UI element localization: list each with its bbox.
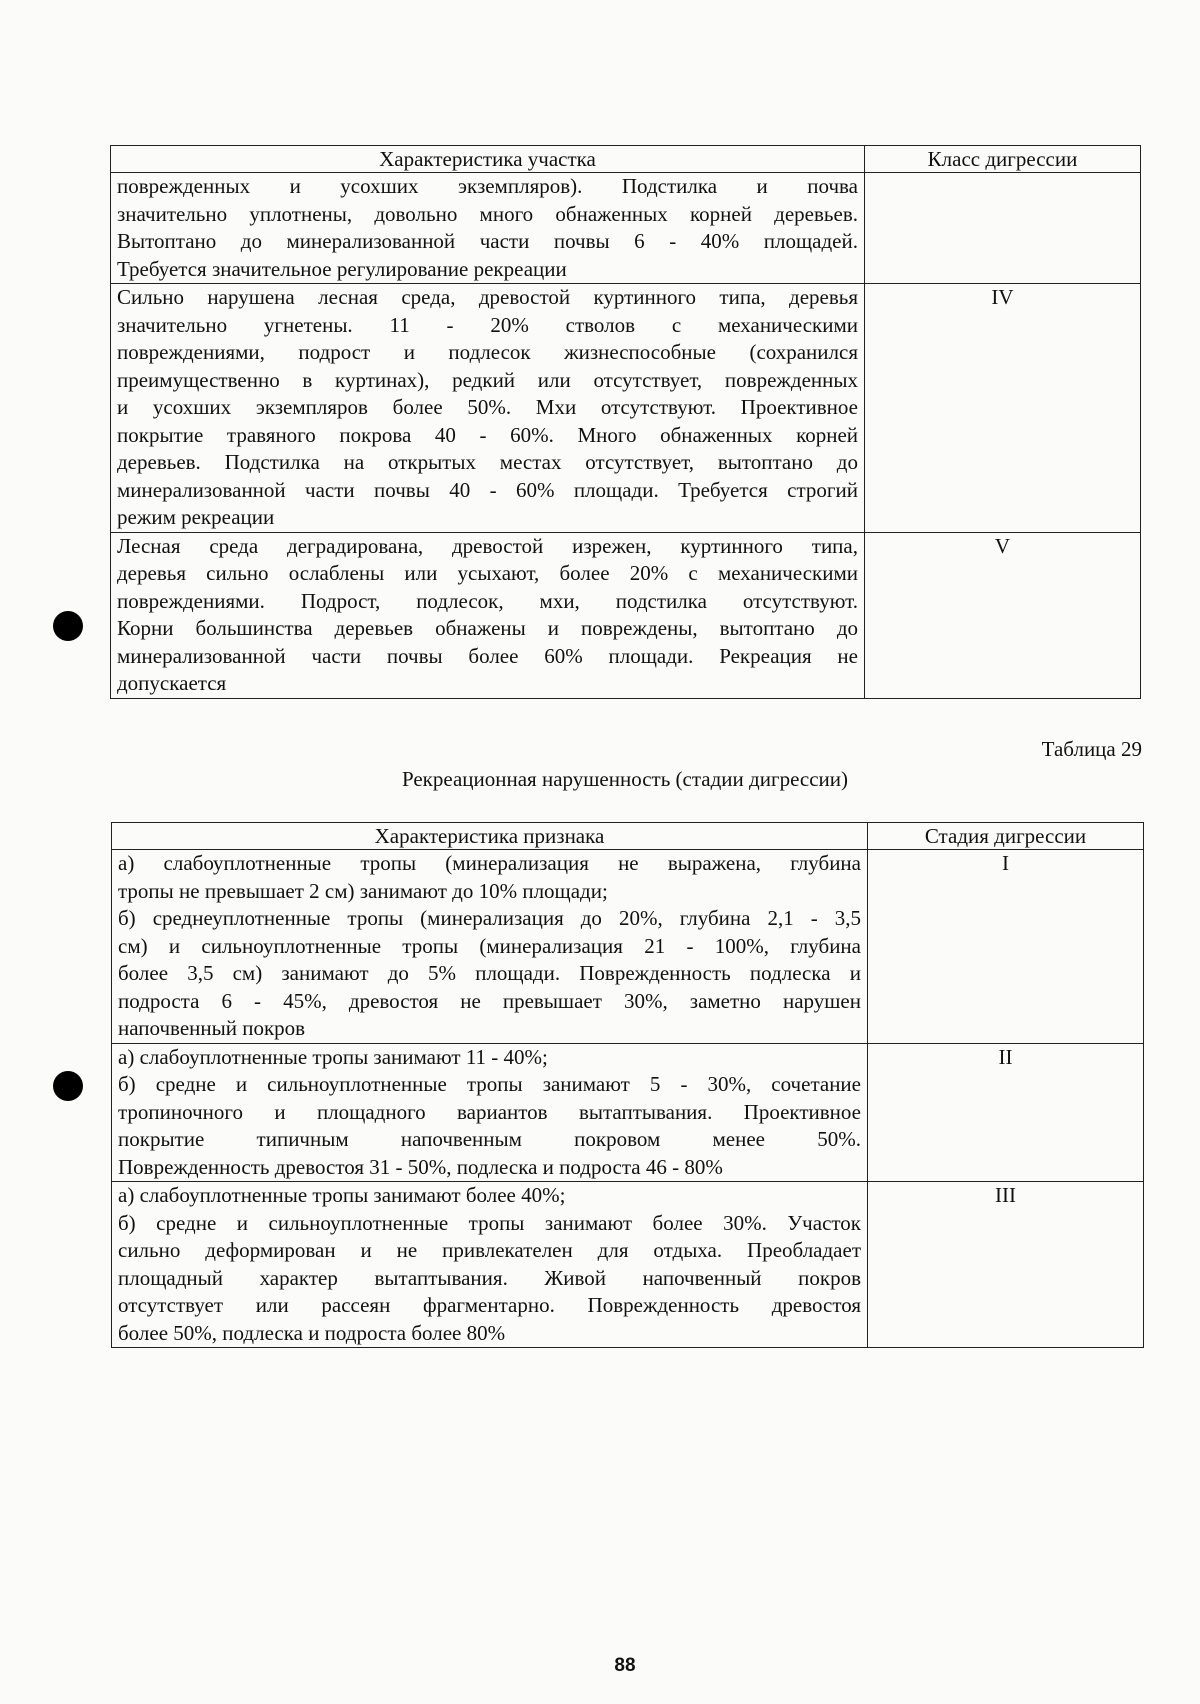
site-description: [111, 532, 865, 698]
table-row: [111, 284, 1141, 533]
text-line: тропы не превышает 2 см) занимают до 10% площади;: [118, 878, 608, 903]
feature-description: [112, 1043, 868, 1182]
text-line: а) слабоуплотненные тропы занимают 11 - 40%;: [118, 1044, 548, 1069]
text-line: б) средне и сильноуплотненные тропы занимают более 30%. Участок: [118, 1210, 861, 1235]
header-digression-stage: Стадия дигрессии: [868, 823, 1144, 850]
text-line: более 50%, подлеска и подроста более 80%: [118, 1320, 506, 1345]
text-line: более 3,5 см) занимают до 5% площади. Поврежденность подлеска и: [118, 961, 861, 985]
text-line: отсутствует или рассеян фрагментарно. Поврежденность древостоя: [118, 1293, 861, 1317]
header-digression-class: Класс дигрессии: [865, 146, 1141, 173]
digression-class: IV: [865, 284, 1141, 533]
table-caption: Рекреационная нарушенность (стадии дигрессии): [401, 767, 849, 791]
header-site-characteristic: Характеристика участка: [111, 146, 865, 173]
text-line: минерализованной части почвы более 60% площади. Рекреация не: [117, 643, 858, 668]
text-line: допускается: [117, 671, 227, 695]
table-row: [112, 1182, 1144, 1348]
digression-stage: III: [868, 1182, 1144, 1348]
text-line: значительно уплотнены, довольно много обнаженных корней деревьев.: [117, 201, 858, 226]
table-row: [112, 1043, 1144, 1182]
text-line: сильно деформирован и не привлекателен для отдыха. Преобладает: [118, 1238, 861, 1262]
text-line: см) и сильноуплотненные тропы (минерализация 21 - 100%, глубина: [118, 933, 861, 958]
text-line: Требуется значительное регулирование рекреации: [117, 256, 567, 281]
text-line: Сильно нарушена лесная среда, древостой куртинного типа, деревья: [117, 285, 858, 309]
digression-stage: II: [868, 1043, 1144, 1182]
page-number: 88: [614, 1655, 636, 1676]
table-row: [111, 173, 1141, 284]
site-description: [111, 284, 865, 533]
feature-description: [112, 1182, 868, 1348]
punch-hole: [53, 1071, 83, 1101]
digression-stage-table: [111, 822, 1144, 1348]
text-line: покрытие травяного покрова 40 - 60%. Много обнаженных корней: [117, 422, 858, 447]
feature-description: [112, 850, 868, 1044]
text-line: преимущественно в куртинах), редкий или отсутствует, поврежденных: [117, 367, 858, 392]
text-line: Поврежденность древостоя 31 - 50%, подлеска и подроста 46 - 80%: [118, 1154, 723, 1179]
digression-class-table: [110, 145, 1141, 699]
text-line: повреждениями. Подрост, подлесок, мхи, подстилка отсутствуют.: [117, 588, 858, 613]
text-line: поврежденных и усохших экземпляров). Подстилка и почва: [117, 174, 858, 198]
digression-class: [865, 173, 1141, 284]
text-line: а) слабоуплотненные тропы (минерализация не выражена, глубина: [118, 851, 861, 875]
text-line: подроста 6 - 45%, древостоя не превышает 30%, заметно нарушен: [118, 988, 861, 1013]
table-number: Таблица 29: [1041, 737, 1142, 761]
site-description: [111, 173, 865, 284]
text-line: и усохших экземпляров более 50%. Мхи отсутствуют. Проективное: [117, 395, 858, 419]
text-line: режим рекреации: [117, 505, 275, 529]
digression-class: V: [865, 532, 1141, 698]
digression-stage: I: [868, 850, 1144, 1044]
text-line: а) слабоуплотненные тропы занимают более 40%;: [118, 1183, 566, 1207]
text-line: Вытоптано до минерализованной части почвы 6 - 40% площадей.: [117, 229, 858, 253]
table-row: [111, 532, 1141, 698]
text-line: напочвенный покров: [118, 1016, 306, 1040]
table-row: [112, 850, 1144, 1044]
punch-hole: [53, 611, 83, 641]
header-feature-characteristic: Характеристика признака: [112, 823, 868, 850]
text-line: Корни большинства деревьев обнажены и повреждены, вытоптано до: [117, 616, 858, 640]
table-header-row: [112, 823, 1144, 850]
text-line: покрытие типичным напочвенным покровом менее 50%.: [118, 1127, 861, 1151]
text-line: повреждениями, подрост и подлесок жизнеспособные (сохранился: [117, 340, 858, 364]
text-line: значительно угнетены. 11 - 20% стволов с механическими: [117, 312, 858, 337]
text-line: тропиночного и площадного вариантов вытаптывания. Проективное: [118, 1099, 861, 1124]
text-line: минерализованной части почвы 40 - 60% площади. Требуется строгий: [117, 477, 858, 502]
text-line: Лесная среда деградирована, древостой изрежен, куртинного типа,: [117, 533, 858, 558]
text-line: площадный характер вытаптывания. Живой напочвенный покров: [118, 1265, 861, 1290]
text-line: деревьев. Подстилка на открытых местах отсутствует, вытоптано до: [117, 450, 858, 474]
text-line: б) среднеуплотненные тропы (минерализация до 20%, глубина 2,1 - 3,5: [118, 906, 861, 930]
table-header-row: [111, 146, 1141, 173]
text-line: б) средне и сильноуплотненные тропы занимают 5 - 30%, сочетание: [118, 1072, 861, 1096]
text-line: деревья сильно ослаблены или усыхают, более 20% с механическими: [117, 561, 858, 585]
